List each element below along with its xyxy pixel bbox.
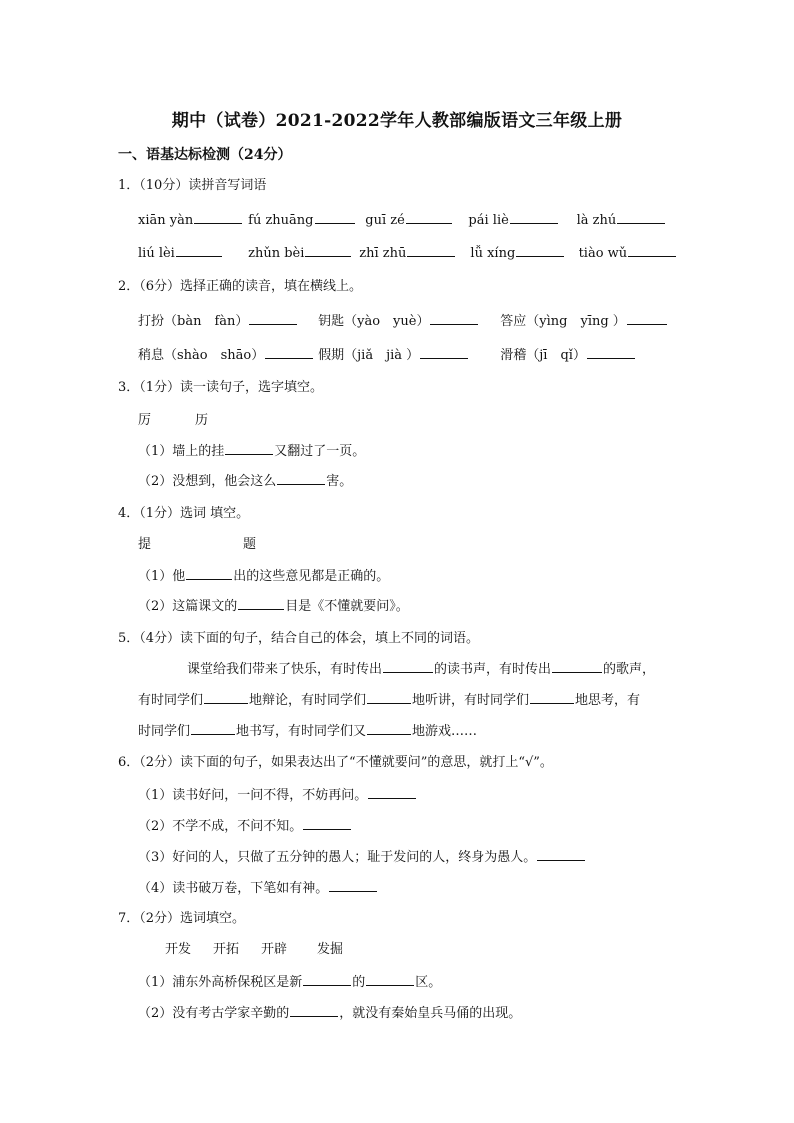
section-heading: 一、语基达标检测（24分） — [118, 147, 292, 163]
passage-text: 时同学们 — [138, 724, 191, 739]
question-7-sentence-2 — [138, 1004, 521, 1023]
word-choice: 开辟 — [261, 942, 288, 957]
question-4-sentence-1 — [138, 567, 389, 586]
pinyin-word: fú zhuāng — [248, 213, 314, 228]
question-4-stem: 4．（1分）选词 填空。 — [118, 506, 250, 521]
statement-text: （2）不学不成，不问不知。 — [138, 819, 303, 834]
question-5-passage-line-2 — [138, 691, 640, 710]
statement-text: （4）读书破万卷，下笔如有神。 — [138, 881, 329, 896]
passage-text: 课堂给我们带来了快乐，有时传出 — [187, 662, 383, 677]
answer-blank[interactable] — [186, 567, 232, 580]
pinyin-word: là zhú — [576, 213, 617, 228]
pinyin-row-1 — [138, 211, 666, 230]
sentence-text: ，就没有秦始皇兵马俑的出现。 — [339, 1006, 522, 1021]
answer-blank[interactable] — [303, 817, 351, 830]
choice-char: 历 — [195, 413, 209, 428]
question-7-stem: 7．（2分）选词填空。 — [118, 911, 246, 926]
answer-blank[interactable] — [305, 244, 351, 257]
answer-blank[interactable] — [204, 691, 248, 704]
passage-text: 的读书声，有时传出 — [434, 662, 552, 677]
pinyin-word: zhǔn bèi — [248, 246, 305, 261]
pinyin-word: xiān yàn — [138, 213, 194, 228]
sentence-text: 害。 — [326, 474, 353, 489]
question-6-item-3 — [138, 848, 586, 867]
choice-char: 厉 — [138, 413, 152, 428]
answer-blank[interactable] — [194, 211, 242, 224]
statement-text: （1）读书好问，一问不得，不妨再问。 — [138, 788, 368, 803]
answer-blank[interactable] — [367, 691, 411, 704]
sentence-text: 区。 — [415, 975, 442, 990]
sentence-text: 目是《不懂就要问》。 — [285, 599, 409, 614]
reading-choice: 打扮（bàn fàn） — [138, 314, 249, 329]
answer-blank[interactable] — [510, 211, 558, 224]
answer-blank[interactable] — [383, 660, 433, 673]
answer-blank[interactable] — [290, 1004, 338, 1017]
answer-blank[interactable] — [366, 973, 414, 986]
choice-char: 提 — [138, 537, 152, 552]
question-5-passage-line-3 — [138, 722, 477, 741]
answer-blank[interactable] — [627, 312, 667, 325]
answer-blank[interactable] — [617, 211, 665, 224]
question-6-item-1 — [138, 786, 417, 805]
word-choices — [165, 941, 343, 959]
question-3-sentence-2 — [138, 472, 352, 491]
sentence-text: （1）墙上的挂 — [138, 444, 225, 459]
answer-blank[interactable] — [407, 244, 455, 257]
question-2-stem: 2．（6分）选择正确的读音，填在横线上。 — [118, 279, 363, 294]
sentence-text: （1）浦东外高桥保税区是新 — [138, 975, 303, 990]
pinyin-row-2 — [138, 244, 677, 263]
passage-text: 地书写，有时同学们又 — [236, 724, 367, 739]
pinyin-word: guī zé — [365, 213, 405, 228]
passage-text: 地思考，有 — [575, 693, 641, 708]
question-4-sentence-2 — [138, 597, 409, 616]
answer-blank[interactable] — [552, 660, 602, 673]
answer-blank[interactable] — [587, 346, 635, 359]
passage-text: 有时同学们 — [138, 693, 204, 708]
question-1-stem: 1．（10分）读拼音写词语 — [118, 178, 267, 193]
word-choice: 开拓 — [213, 942, 240, 957]
answer-blank[interactable] — [277, 472, 325, 485]
choice-characters — [138, 536, 256, 554]
sentence-text: （1）他 — [138, 569, 186, 584]
answer-blank[interactable] — [367, 722, 411, 735]
reading-choice: 稍息（shào shāo） — [138, 348, 265, 363]
passage-text: 地游戏…… — [412, 724, 478, 739]
answer-blank[interactable] — [420, 346, 468, 359]
answer-blank[interactable] — [530, 691, 574, 704]
reading-choice: 假期（jiǎ jià ） — [318, 348, 420, 363]
choice-characters — [138, 412, 208, 430]
question-3-stem: 3．（1分）读一读句子，选字填空。 — [118, 380, 324, 395]
answer-blank[interactable] — [238, 597, 284, 610]
pinyin-word: pái liè — [468, 213, 509, 228]
answer-blank[interactable] — [303, 973, 351, 986]
question-6-item-4 — [138, 879, 378, 898]
question-5-stem: 5．（4分）读下面的句子，结合自己的体会，填上不同的词语。 — [118, 631, 480, 646]
answer-blank[interactable] — [406, 211, 452, 224]
pinyin-word: liú lèi — [138, 246, 175, 261]
sentence-text: （2）这篇课文的 — [138, 599, 238, 614]
sentence-text: 的 — [352, 975, 366, 990]
answer-blank[interactable] — [265, 346, 313, 359]
sentence-text: 又翻过了一页。 — [274, 444, 366, 459]
answer-blank[interactable] — [368, 786, 416, 799]
question-7-sentence-1 — [138, 973, 441, 992]
reading-row-2 — [138, 346, 636, 365]
question-3-sentence-1 — [138, 442, 365, 461]
answer-blank[interactable] — [176, 244, 222, 257]
answer-blank[interactable] — [430, 312, 478, 325]
choice-char: 题 — [243, 537, 257, 552]
word-choice: 开发 — [165, 942, 192, 957]
pinyin-word: tiào wǔ — [578, 246, 628, 261]
reading-choice: 钥匙（yào yuè） — [318, 314, 430, 329]
question-6-item-2 — [138, 817, 352, 836]
sentence-text: （2）没有考古学家辛勤的 — [138, 1006, 290, 1021]
sentence-text: （2）没想到，他会这么 — [138, 474, 277, 489]
passage-text: 地辩论，有时同学们 — [249, 693, 367, 708]
answer-blank[interactable] — [225, 442, 273, 455]
answer-blank[interactable] — [315, 211, 355, 224]
question-5-passage-line-1 — [187, 660, 655, 679]
answer-blank[interactable] — [191, 722, 235, 735]
question-6-stem: 6．（2分）读下面的句子，如果表达出了“不懂就要问”的意思，就打上“√”。 — [118, 755, 553, 770]
statement-text: （3）好问的人，只做了五分钟的愚人；耻于发问的人，终身为愚人。 — [138, 850, 537, 865]
sentence-text: 出的这些意见都是正确的。 — [233, 569, 390, 584]
passage-text: 的歌声， — [603, 662, 656, 677]
reading-row-1 — [138, 312, 668, 331]
passage-text: 地听讲，有时同学们 — [412, 693, 530, 708]
answer-blank[interactable] — [249, 312, 297, 325]
answer-blank[interactable] — [516, 244, 564, 257]
word-choice: 发掘 — [317, 942, 344, 957]
reading-choice: 滑稽（jī qǐ） — [500, 348, 586, 363]
answer-blank[interactable] — [329, 879, 377, 892]
reading-choice: 答应（yìng yīng ） — [500, 314, 626, 329]
exam-title: 期中（试卷）2021-2022学年人教部编版语文三年级上册 — [171, 111, 623, 131]
pinyin-word: zhī zhū — [359, 246, 407, 261]
pinyin-word: lǚ xíng — [470, 246, 516, 261]
answer-blank[interactable] — [537, 848, 585, 861]
answer-blank[interactable] — [628, 244, 676, 257]
